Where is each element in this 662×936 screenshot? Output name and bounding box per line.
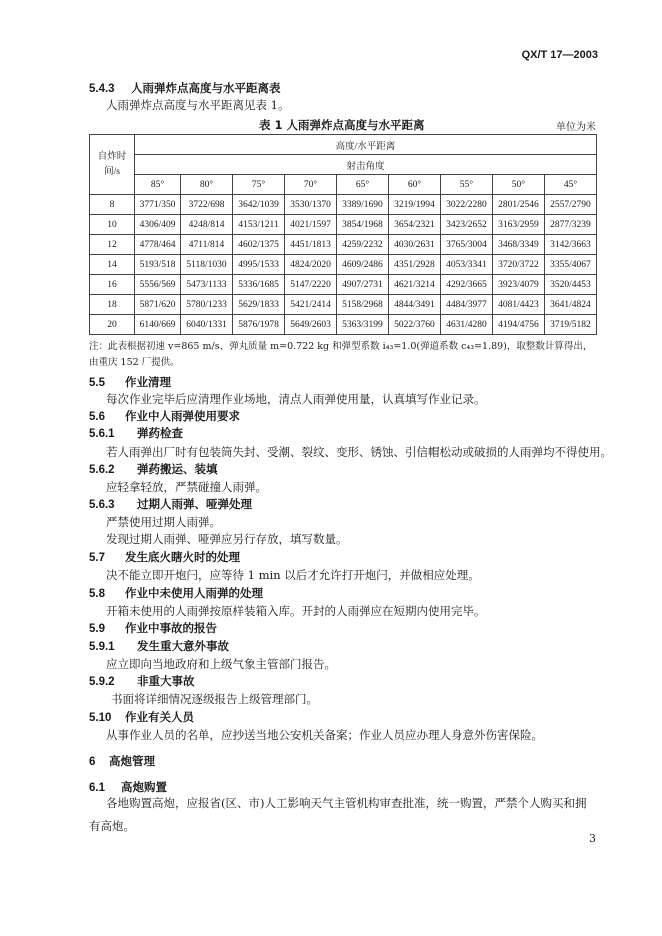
table-cell: 4844/3491 bbox=[388, 295, 440, 315]
table-cell: 5556/569 bbox=[135, 275, 181, 295]
standard-code: QX/T 17—2003 bbox=[521, 49, 598, 61]
table-cell: 4995/1533 bbox=[233, 255, 285, 275]
section-number: 6.1 bbox=[89, 782, 105, 794]
section-5-6-heading bbox=[89, 408, 240, 424]
table-cell: 3142/3663 bbox=[544, 235, 596, 255]
table-cell: 3771/350 bbox=[135, 195, 181, 215]
table-cell: 4621/3214 bbox=[388, 275, 440, 295]
section-5-6-2-text: 应轻拿轻放，严禁碰撞人雨弹。 bbox=[106, 480, 267, 494]
angle-header: 55° bbox=[440, 175, 492, 195]
table-cell: 5363/3199 bbox=[337, 315, 389, 335]
table-cell: 3641/4824 bbox=[544, 295, 596, 315]
table-cell: 4053/3341 bbox=[440, 255, 492, 275]
table-cell: 5421/2414 bbox=[285, 295, 337, 315]
table-cell: 3355/4067 bbox=[544, 255, 596, 275]
table-note: 注：此表根据初速 v=865 m/s、弹丸质量 m=0.722 kg 和弹型系数 i₄₃=1.0(弹道系数 c₄₃=1.89)，取整数计算得出，由重庆 152 厂提供。 bbox=[89, 341, 593, 368]
table-cell: 6140/669 bbox=[135, 315, 181, 335]
section-number: 5.10 bbox=[89, 712, 112, 724]
table-cell: 3022/2280 bbox=[440, 195, 492, 215]
page-number: 3 bbox=[589, 832, 596, 845]
table-cell: 4609/2486 bbox=[337, 255, 389, 275]
burst-height-table bbox=[89, 134, 597, 335]
table-cell: 5147/2220 bbox=[285, 275, 337, 295]
table-row bbox=[90, 235, 597, 255]
section-5-7-heading bbox=[89, 549, 240, 565]
section-5-6-3-heading bbox=[89, 496, 252, 512]
table-cell: 4081/4423 bbox=[492, 295, 544, 315]
angle-header: 85° bbox=[135, 175, 181, 195]
table-cell: 4631/4280 bbox=[440, 315, 492, 335]
table-row bbox=[90, 195, 597, 215]
section-number: 5.7 bbox=[89, 552, 105, 564]
section-5-4-3-heading bbox=[89, 80, 281, 96]
group-header: 高度/水平距离 bbox=[135, 135, 597, 155]
table-cell: 4248/814 bbox=[181, 215, 233, 235]
table-cell: 4451/1813 bbox=[285, 235, 337, 255]
section-5-6-2-heading bbox=[89, 461, 218, 477]
section-5-10-heading bbox=[89, 709, 194, 725]
table-cell: 5193/518 bbox=[135, 255, 181, 275]
section-number: 5.9 bbox=[89, 623, 105, 635]
burst-time-cell: 18 bbox=[90, 295, 135, 315]
table-row bbox=[90, 275, 597, 295]
row-header: 自炸时间/s bbox=[90, 135, 135, 195]
table-unit: 单位为米 bbox=[556, 122, 596, 133]
section-5-9-2-heading bbox=[89, 673, 195, 689]
section-6-heading bbox=[89, 753, 155, 769]
table-cell: 5876/1978 bbox=[233, 315, 285, 335]
section-5-4-3-text: 人雨弹炸点高度与水平距离见表 1。 bbox=[106, 98, 290, 112]
section-number: 5.6.2 bbox=[89, 464, 115, 476]
table-cell: 4778/464 bbox=[135, 235, 181, 255]
angle-header: 70° bbox=[285, 175, 337, 195]
table-cell: 4824/2020 bbox=[285, 255, 337, 275]
angle-header: 60° bbox=[388, 175, 440, 195]
section-title: 作业清理 bbox=[125, 375, 172, 389]
table-row bbox=[90, 255, 597, 275]
table-cell: 4711/814 bbox=[181, 235, 233, 255]
table-row bbox=[90, 295, 597, 315]
section-title: 发生底火瞎火时的处理 bbox=[125, 550, 241, 564]
table-cell: 5473/1133 bbox=[181, 275, 233, 295]
table-cell: 5158/2968 bbox=[337, 295, 389, 315]
table-cell: 4292/3665 bbox=[440, 275, 492, 295]
section-number: 5.6.1 bbox=[89, 428, 115, 440]
table-cell: 5336/1685 bbox=[233, 275, 285, 295]
section-title: 作业中未使用人雨弹的处理 bbox=[125, 586, 264, 600]
section-title: 作业有关人员 bbox=[125, 710, 195, 724]
section-title: 作业中事故的报告 bbox=[125, 621, 218, 635]
table-cell: 3854/1968 bbox=[337, 215, 389, 235]
table-cell: 3923/4079 bbox=[492, 275, 544, 295]
burst-time-cell: 10 bbox=[90, 215, 135, 235]
section-title: 非重大事故 bbox=[137, 674, 195, 688]
section-number: 5.5 bbox=[89, 377, 105, 389]
table-cell: 3163/2959 bbox=[492, 215, 544, 235]
table-cell: 3654/2321 bbox=[388, 215, 440, 235]
table-cell: 5118/1030 bbox=[181, 255, 233, 275]
table-cell: 4306/409 bbox=[135, 215, 181, 235]
section-number: 5.6.3 bbox=[89, 499, 115, 511]
table-cell: 4259/2232 bbox=[337, 235, 389, 255]
table-cell: 3530/1370 bbox=[285, 195, 337, 215]
sub-header: 射击角度 bbox=[135, 155, 597, 175]
table-cell: 3389/1690 bbox=[337, 195, 389, 215]
table-cell: 4194/4756 bbox=[492, 315, 544, 335]
section-title: 高炮购置 bbox=[121, 780, 168, 794]
table-cell: 5780/1233 bbox=[181, 295, 233, 315]
section-number: 6 bbox=[89, 756, 96, 768]
table-row bbox=[90, 315, 597, 335]
section-5-6-3-text2: 发现过期人雨弹、哑弹应另行存放，填写数量。 bbox=[106, 532, 348, 546]
table-cell: 4484/3977 bbox=[440, 295, 492, 315]
table-cell: 3720/3722 bbox=[492, 255, 544, 275]
section-5-9-1-text: 应立即向当地政府和上级气象主管部门报告。 bbox=[106, 657, 336, 671]
table-cell: 5629/1833 bbox=[233, 295, 285, 315]
section-5-9-heading bbox=[89, 620, 217, 636]
section-5-5-heading bbox=[89, 374, 171, 390]
table-cell: 2557/2790 bbox=[544, 195, 596, 215]
angle-header: 80° bbox=[181, 175, 233, 195]
table-cell: 3722/698 bbox=[181, 195, 233, 215]
section-5-10-text: 从事作业人员的名单，应抄送当地公安机关备案；作业人员应办理人身意外伤害保险。 bbox=[106, 728, 543, 742]
table-cell: 4153/1211 bbox=[233, 215, 285, 235]
table-cell: 6040/1331 bbox=[181, 315, 233, 335]
table-body bbox=[90, 195, 597, 335]
section-title: 人雨弹炸点高度与水平距离表 bbox=[131, 81, 281, 95]
section-title: 弹药搬运、装填 bbox=[137, 462, 218, 476]
section-title: 作业中人雨弹使用要求 bbox=[125, 409, 241, 423]
table-cell: 4351/2928 bbox=[388, 255, 440, 275]
table-cell: 2877/3239 bbox=[544, 215, 596, 235]
table-cell: 5871/620 bbox=[135, 295, 181, 315]
section-5-8-text: 开箱未使用的人雨弹按原样装箱入库。开封的人雨弹应在短期内使用完毕。 bbox=[106, 604, 486, 618]
angle-header: 65° bbox=[337, 175, 389, 195]
section-number: 5.4.3 bbox=[89, 83, 115, 95]
section-6-1-text: 各地购置高炮，应报省(区、市)人工影响天气主管机构审查批准，统一购置，严禁个人购买和拥有高炮。 bbox=[89, 796, 587, 833]
section-5-6-1-text: 若人雨弹出厂时有包装筒失封、受潮、裂纹、变形、锈蚀、引信帽松动或破损的人雨弹均不得使用。 bbox=[106, 445, 612, 459]
section-5-6-1-heading bbox=[89, 425, 183, 441]
section-title: 发生重大意外事故 bbox=[137, 639, 230, 653]
table-cell: 4602/1375 bbox=[233, 235, 285, 255]
table-cell: 3765/3004 bbox=[440, 235, 492, 255]
burst-time-cell: 20 bbox=[90, 315, 135, 335]
table-cell: 5649/2603 bbox=[285, 315, 337, 335]
table-cell: 4021/1597 bbox=[285, 215, 337, 235]
table-row bbox=[90, 215, 597, 235]
table-cell: 3423/2652 bbox=[440, 215, 492, 235]
section-5-7-text: 决不能立即开炮闩，应等待 1 min 以后才允许打开炮闩，并做相应处理。 bbox=[106, 568, 480, 582]
table-cell: 4907/2731 bbox=[337, 275, 389, 295]
section-number: 5.8 bbox=[89, 588, 105, 600]
table-cell: 3219/1994 bbox=[388, 195, 440, 215]
burst-time-cell: 16 bbox=[90, 275, 135, 295]
section-number: 5.6 bbox=[89, 411, 105, 423]
table-cell: 3468/3349 bbox=[492, 235, 544, 255]
table-caption: 表 1 人雨弹炸点高度与水平距离 bbox=[259, 118, 425, 132]
section-title: 弹药检查 bbox=[137, 426, 184, 440]
section-title: 过期人雨弹、哑弹处理 bbox=[137, 497, 253, 511]
table-cell: 3520/4453 bbox=[544, 275, 596, 295]
table-cell: 3642/1039 bbox=[233, 195, 285, 215]
angle-header: 45° bbox=[544, 175, 596, 195]
angle-header: 50° bbox=[492, 175, 544, 195]
section-5-9-1-heading bbox=[89, 638, 229, 654]
burst-time-cell: 14 bbox=[90, 255, 135, 275]
burst-time-cell: 12 bbox=[90, 235, 135, 255]
burst-time-cell: 8 bbox=[90, 195, 135, 215]
section-5-8-heading bbox=[89, 585, 263, 601]
angle-header: 75° bbox=[233, 175, 285, 195]
table-cell: 3719/5182 bbox=[544, 315, 596, 335]
section-number: 5.9.2 bbox=[89, 676, 115, 688]
section-5-5-text: 每次作业完毕后应清理作业场地，清点人雨弹使用量，认真填写作业记录。 bbox=[106, 392, 486, 406]
section-5-6-3-text1: 严禁使用过期人雨弹。 bbox=[106, 515, 221, 529]
table-cell: 2801/2546 bbox=[492, 195, 544, 215]
section-number: 5.9.1 bbox=[89, 641, 115, 653]
table-cell: 4030/2631 bbox=[388, 235, 440, 255]
section-5-9-2-text: 书面将详细情况逐级报告上级管理部门。 bbox=[111, 692, 318, 706]
section-title: 高炮管理 bbox=[109, 754, 156, 768]
table-cell: 5022/3760 bbox=[388, 315, 440, 335]
